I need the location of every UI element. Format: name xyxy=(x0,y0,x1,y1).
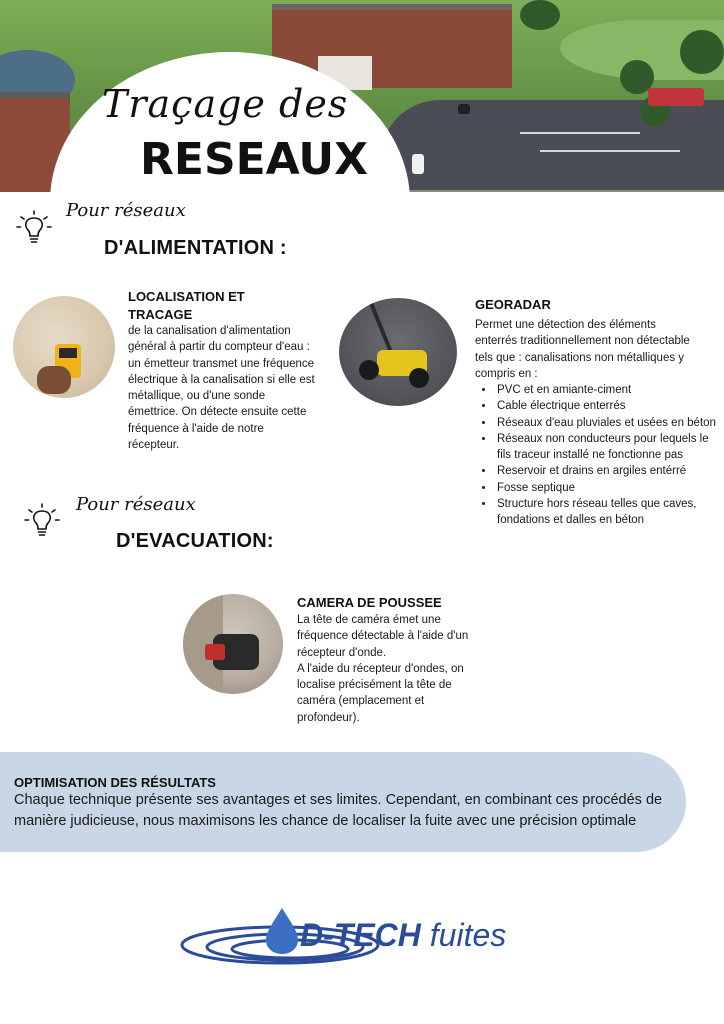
list-item: • Structure hors réseau telles que caves, fondations et dalles en béton xyxy=(495,496,721,529)
localisation-line: un émetteur transmet une fréquence xyxy=(128,357,315,370)
georadar-wheel xyxy=(409,368,429,388)
localisation-line: électrique à la canalisation si elle est xyxy=(128,373,315,386)
evacuation-script: Pour réseaux xyxy=(76,494,196,515)
camera-line: profondeur). xyxy=(297,711,360,724)
lightbulb-icon xyxy=(16,210,52,246)
localisation-title-line: TRACAGE xyxy=(128,307,193,322)
hero-lot-line xyxy=(520,132,640,134)
camera-line: fréquence détectable à l'aide d'un xyxy=(297,630,469,643)
list-item: • Fosse septique xyxy=(495,480,721,496)
localisation-line: émettrice. On détecte ensuite cette xyxy=(128,406,307,419)
camera-text xyxy=(297,612,497,726)
localisation-line: général à partir du compteur d'eau : xyxy=(128,341,310,354)
localisation-text xyxy=(128,323,338,453)
georadar-photo xyxy=(339,298,457,406)
list-item: • Réseaux non conducteurs pour lequels le fils traceur installé ne fonctionne pas xyxy=(495,431,721,464)
list-item: • Reservoir et drains en argiles entérré xyxy=(495,463,721,479)
hero-car xyxy=(412,154,424,174)
camera-line: localise précisément la tête de xyxy=(297,679,452,692)
camera-unit xyxy=(205,644,225,660)
hero-main-title: RESEAUX xyxy=(140,134,369,185)
list-item: • PVC et en amiante-ciment xyxy=(495,382,721,398)
logo-wordmark xyxy=(300,917,506,954)
evacuation-title: D'EVACUATION: xyxy=(116,530,274,552)
hero-tree xyxy=(520,0,560,30)
hero-lot-line xyxy=(540,150,680,152)
localisation-line: récepteur. xyxy=(128,439,180,452)
alimentation-script: Pour réseaux xyxy=(66,200,186,221)
hero-script-title: Traçage des xyxy=(102,82,349,126)
receiver-screen xyxy=(59,348,77,358)
list-item: • Réseaux d'eau pluviales et usées en béton xyxy=(495,415,721,431)
localisation-line: fréquence à l'aide de notre xyxy=(128,422,264,435)
camera-line: caméra (emplacement et xyxy=(297,695,425,708)
alimentation-title: D'ALIMENTATION : xyxy=(104,237,287,259)
camera-line: récepteur d'onde. xyxy=(297,646,387,659)
camera-line: A l'aide du récepteur d'ondes, on xyxy=(297,662,464,675)
water-drop-icon xyxy=(266,908,298,954)
georadar-line: Permet une détection des éléments xyxy=(475,319,656,331)
georadar-title: GEORADAR xyxy=(475,297,551,312)
optimisation-title: OPTIMISATION DES RÉSULTATS xyxy=(14,775,216,790)
hero-truck xyxy=(648,88,704,106)
localisation-line: métallique, ou d'une sonde xyxy=(128,390,266,403)
georadar-bullet-list xyxy=(475,382,721,529)
camera-title: CAMERA DE POUSSEE xyxy=(297,595,442,610)
optimisation-text: Chaque technique présente ses avantages et ses limites. Cependant, en combinant ces procédés de manière judicieuse, nous maximisons les chance de localiser la fuite avec une précision optimale xyxy=(14,792,663,829)
logo-brand-light: fuites xyxy=(429,917,507,953)
localisation-title xyxy=(128,288,245,324)
logo-brand-bold: D-TECH xyxy=(300,917,421,953)
georadar-line: enterrés traditionnellement non détectable xyxy=(475,335,690,348)
list-item: • Cable électrique enterrés xyxy=(495,398,721,414)
camera-line: La tête de caméra émet une xyxy=(297,614,441,626)
hand xyxy=(37,366,71,394)
hero-parking-lot xyxy=(380,100,724,190)
lightbulb-icon xyxy=(24,503,60,539)
georadar-handle xyxy=(367,298,392,353)
georadar-wheel xyxy=(359,360,379,380)
camera-photo xyxy=(183,594,283,694)
georadar-line: tels que : canalisations non métalliques y xyxy=(475,351,685,364)
hero-tree xyxy=(680,30,724,74)
georadar-text xyxy=(475,317,715,382)
localisation-line: de la canalisation d'alimentation xyxy=(128,325,291,337)
receiver-photo xyxy=(13,296,115,398)
georadar-line: compris en : xyxy=(475,367,538,380)
localisation-title-line: LOCALISATION ET xyxy=(128,289,245,304)
hero-car xyxy=(458,104,470,114)
